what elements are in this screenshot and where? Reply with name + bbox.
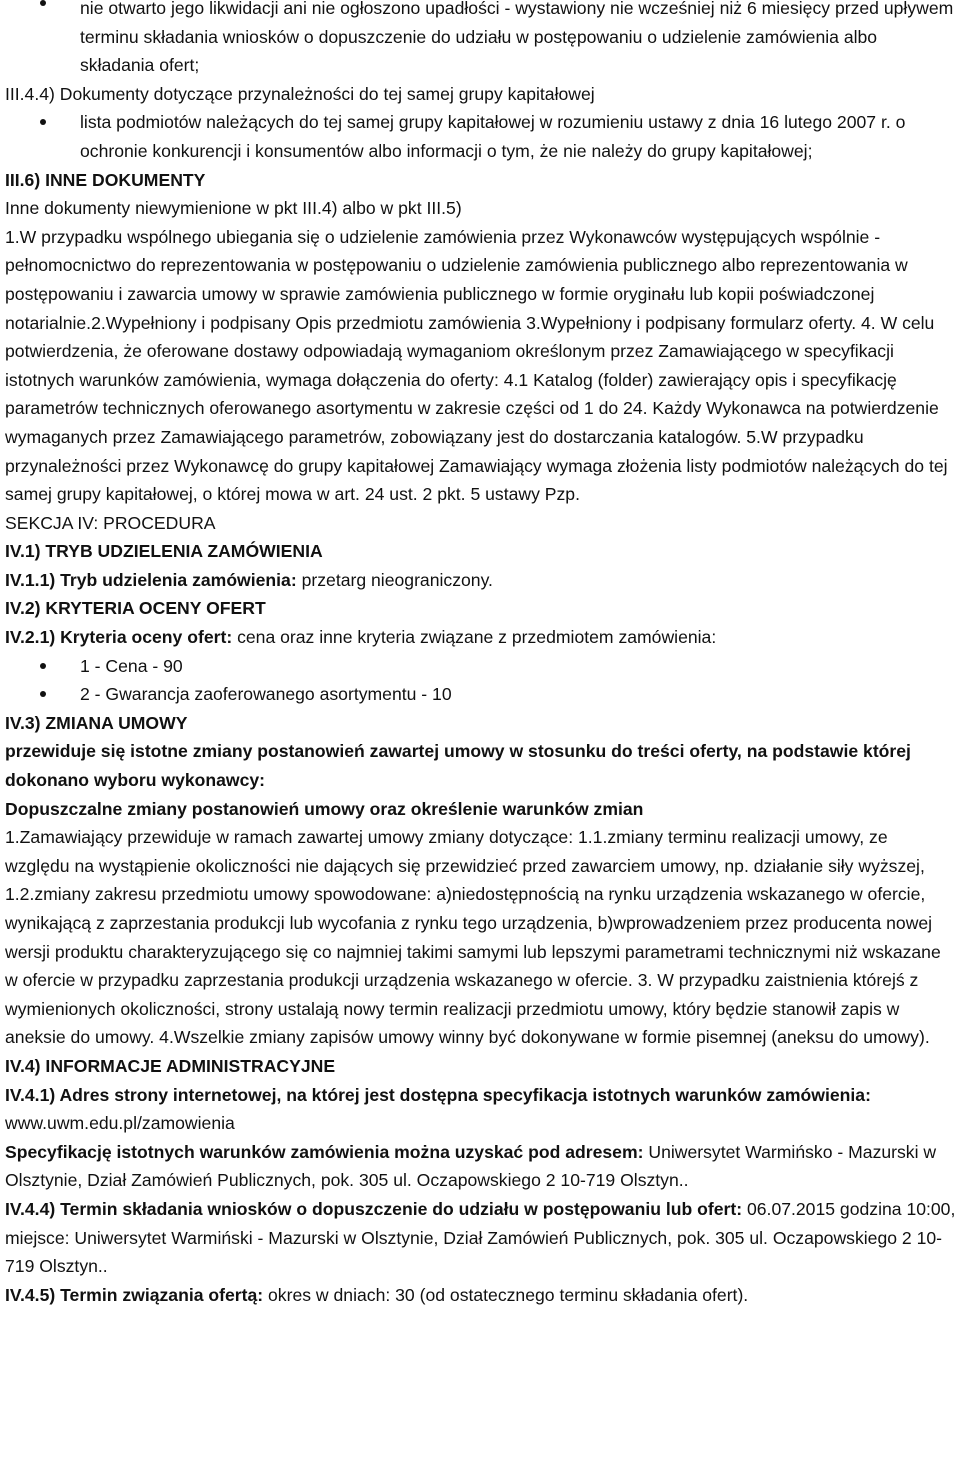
section-heading: IV.2) KRYTERIA OCENY OFERT [5, 598, 266, 619]
section-heading: IV.4) INFORMACJE ADMINISTRACYJNE [5, 1055, 336, 1076]
section-heading: III.6) INNE DOKUMENTY [5, 169, 206, 190]
list-item: nie otwarto jego likwidacji ani nie ogłoszono upadłości - wystawiony nie wcześniej niż 6 miesięcy przed upływem terminu składania wniosków o dopuszczenie do udziału w postępowaniu o udzielenie zamówienia albo składania ofert; [5, 0, 956, 80]
bullet-list-capital-group [5, 108, 956, 165]
paragraph: Inne dokumenty niewymienione w pkt III.4) albo w pkt III.5) [5, 198, 462, 219]
list-item: lista podmiotów należących do tej samej grupy kapitałowej w rozumieniu ustawy z dnia 16 lutego 2007 r. o ochronie konkurencji i konsumentów albo informacji o tym, że nie należy do grupy kapitałowej; [5, 108, 956, 165]
section-heading: IV.1) TRYB UDZIELENIA ZAMÓWIENIA [5, 541, 323, 562]
field-row: IV.4.5) Termin związania ofertą: okres w dniach: 30 (od ostatecznego terminu składania ofert). [5, 1284, 749, 1305]
field-row: IV.4.4) Termin składania wniosków o dopuszczenie do udziału w postępowaniu lub ofert: 06.07.2015 godzina 10:00, miejsce: Uniwersytet Warmiński - Mazurski w Olsztynie, Dział Zamówień Publicznych, pok. 305 ul. Oczapowskiego 2 10-719 Olsztyn.. [5, 1198, 956, 1277]
bullet-list-requirements [5, 0, 956, 80]
bold-paragraph: przewiduje się istotne zmiany postanowień zawartej umowy w stosunku do treści oferty, na podstawie której dokonano wyboru wykonawcy: [5, 741, 911, 791]
section-heading: SEKCJA IV: PROCEDURA [5, 512, 216, 533]
list-item: 2 - Gwarancja zaoferowanego asortymentu - 10 [5, 680, 956, 709]
field-row: Specyfikację istotnych warunków zamówienia można uzyskać pod adresem: Uniwersytet Warmińsko - Mazurski w Olsztynie, Dział Zamówień Publicznych, pok. 305 ul. Oczapowskiego 2 10-719 Olsztyn.. [5, 1141, 937, 1191]
field-row: IV.2.1) Kryteria oceny ofert: cena oraz inne kryteria związane z przedmiotem zamówienia: [5, 627, 717, 648]
field-row: IV.1.1) Tryb udzielenia zamówienia: przetarg nieograniczony. [5, 569, 493, 590]
bold-paragraph: Dopuszczalne zmiany postanowień umowy oraz określenie warunków zmian [5, 798, 644, 819]
list-item: 1 - Cena - 90 [5, 652, 956, 681]
field-row: IV.4.1) Adres strony internetowej, na której jest dostępna specyfikacja istotnych warunków zamówienia: www.uwm.edu.pl/zamowienia [5, 1084, 871, 1134]
bullet-list-criteria [5, 652, 956, 709]
paragraph: 1.W przypadku wspólnego ubiegania się o udzielenie zamówienia przez Wykonawców występujących wspólnie - pełnomocnictwo do reprezentowania w postępowaniu o udzielenie zamówienia publicznego albo reprezentowania w postępowaniu i zawarcia umowy w sprawie zamówienia publicznego w formie oryginału lub kopii poświadczonej notarialnie.2.Wypełniony i podpisany Opis przedmiotu zamówienia 3.Wypełniony i podpisany formularz oferty. 4. W celu potwierdzenia, że oferowane dostawy odpowiadają wymaganiom określonym przez Zamawiającego w specyfikacji istotnych warunków zamówienia, wymaga dołączenia do oferty: 4.1 Katalog (folder) zawierający opis i specyfikację parametrów technicznych oferowanego asortymentu w zakresie części od 1 do 24. Każdy Wykonawca na potwierdzenie wymaganych przez Zamawiającego parametrów, zobowiązany jest do dostarczania katalogów. 5.W przypadku przynależności przez Wykonawcę do grupy kapitałowej Zamawiający wymaga złożenia listy podmiotów należących do tej samej grupy kapitałowej, o której mowa w art. 24 ust. 2 pkt. 5 ustawy Pzp. [5, 226, 948, 505]
website-url: www.uwm.edu.pl/zamowienia [5, 1113, 235, 1134]
paragraph: 1.Zamawiający przewiduje w ramach zawartej umowy zmiany dotyczące: 1.1.zmiany terminu realizacji umowy, ze względu na wystąpienie okoliczności nie dających się przewidzieć przed zawarciem umowy, np. działanie siły wyższej, 1.2.zmiany zakresu przedmiotu umowy spowodowane: a)niedostępnością na rynku urządzenia wskazanego w ofercie, wynikającą z zaprzestania produkcji lub wycofania z rynku tego urządzenia, b)wprowadzeniem przez producenta nowej wersji produktu charakteryzującego się co najmniej takimi samymi lub lepszymi parametrami technicznymi niż wskazane w ofercie w przypadku zaprzestania produkcji urządzenia wskazanego w ofercie. 3. W przypadku zaistnienia którejś z wymienionych okoliczności, strony ustalają nowy termin realizacji przedmiotu umowy, który będzie stanowił zapis w aneksie do umowy. 4.Wszelkie zmiany zapisów umowy winny być dokonywane w formie pisemnej (aneksu do umowy). [5, 827, 941, 1048]
section-heading: III.4.4) Dokumenty dotyczące przynależności do tej samej grupy kapitałowej [5, 83, 595, 104]
section-heading: IV.3) ZMIANA UMOWY [5, 712, 188, 733]
